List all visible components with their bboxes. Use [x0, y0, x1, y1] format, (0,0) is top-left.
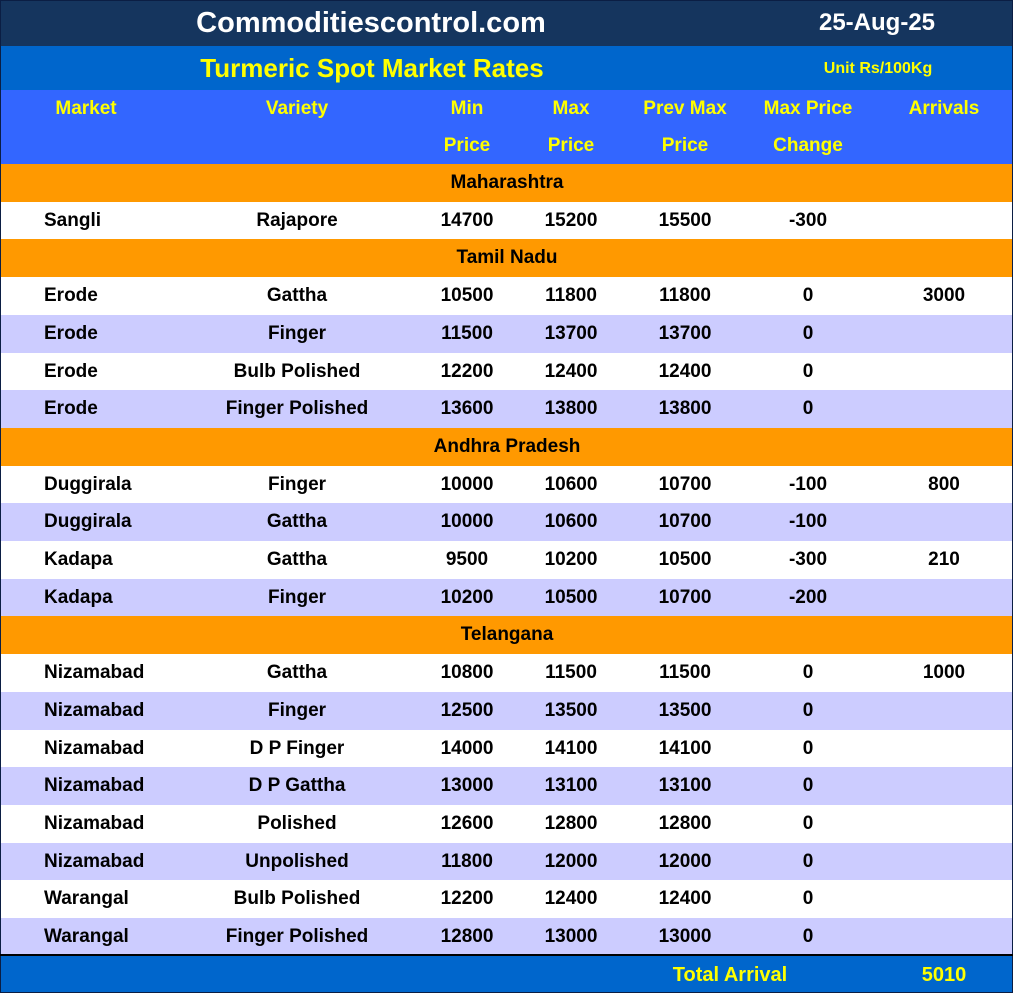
min-price-cell: 10800 — [440, 662, 494, 683]
market-cell: Nizamabad — [44, 851, 145, 872]
prev-max-price-cell: 12400 — [658, 361, 712, 382]
arrivals-cell: 3000 — [922, 285, 966, 306]
max-price-change-cell: 0 — [802, 700, 814, 721]
market-cell: Nizamabad — [44, 738, 145, 759]
max-price-change-cell: -100 — [788, 511, 828, 532]
max-price-change-cell: -200 — [788, 587, 828, 608]
table-row — [0, 805, 1013, 843]
market-cell: Duggirala — [44, 474, 132, 495]
variety-cell: Finger Polished — [225, 926, 369, 947]
min-price-cell: 10000 — [440, 474, 494, 495]
max-price-cell: 12000 — [544, 851, 598, 872]
column-header-min-price-2: Price — [443, 135, 491, 156]
variety-cell: D P Gattha — [248, 775, 346, 796]
variety-cell: Rajapore — [256, 210, 338, 231]
min-price-cell: 11500 — [441, 323, 493, 344]
variety-cell: Gattha — [266, 549, 328, 570]
max-price-cell: 13000 — [544, 926, 598, 947]
column-header-arrivals-1: Arrivals — [908, 98, 980, 119]
table-row — [0, 503, 1013, 541]
table-row — [0, 918, 1013, 956]
arrivals-cell: 800 — [928, 474, 960, 495]
section-row — [0, 428, 1013, 466]
arrivals-cell: 1000 — [922, 662, 966, 683]
variety-cell: Bulb Polished — [233, 361, 361, 382]
max-price-cell: 10500 — [544, 587, 598, 608]
market-cell: Nizamabad — [44, 775, 145, 796]
market-cell: Erode — [44, 285, 98, 306]
section-label: Maharashtra — [450, 172, 564, 193]
max-price-cell: 13700 — [544, 323, 598, 344]
prev-max-price-cell: 13500 — [658, 700, 712, 721]
variety-cell: Finger Polished — [225, 398, 369, 419]
section-row — [0, 239, 1013, 277]
max-price-cell: 11500 — [545, 662, 597, 683]
table-row — [0, 767, 1013, 805]
max-price-cell: 13500 — [544, 700, 598, 721]
market-cell: Sangli — [44, 210, 102, 231]
market-cell: Nizamabad — [44, 813, 145, 834]
min-price-cell: 11800 — [441, 851, 493, 872]
table-row — [0, 353, 1013, 391]
column-header-max-price-1: Max — [552, 98, 590, 119]
max-price-change-cell: 0 — [802, 662, 814, 683]
variety-cell: Polished — [257, 813, 337, 834]
prev-max-price-cell: 12800 — [658, 813, 712, 834]
column-header-prev-max-price-1: Prev Max — [643, 98, 727, 119]
max-price-change-cell: 0 — [802, 398, 814, 419]
max-price-change-cell: -300 — [788, 210, 828, 231]
variety-cell: D P Finger — [249, 738, 345, 759]
column-header-max-price-change-1: Max Price — [763, 98, 853, 119]
table-bottom-rule — [0, 954, 1013, 956]
min-price-cell: 13600 — [440, 398, 494, 419]
prev-max-price-cell: 12000 — [658, 851, 712, 872]
min-price-cell: 12200 — [440, 361, 494, 382]
market-cell: Erode — [44, 398, 98, 419]
table-row — [0, 880, 1013, 918]
market-cell: Warangal — [44, 888, 129, 909]
table-row — [0, 843, 1013, 881]
max-price-change-cell: 0 — [802, 738, 814, 759]
section-label: Andhra Pradesh — [433, 436, 581, 457]
min-price-cell: 10000 — [440, 511, 494, 532]
table-row — [0, 730, 1013, 768]
min-price-cell: 12500 — [440, 700, 494, 721]
min-price-cell: 13000 — [440, 775, 494, 796]
prev-max-price-cell: 14100 — [658, 738, 712, 759]
variety-cell: Finger — [267, 474, 327, 495]
prev-max-price-cell: 10500 — [658, 549, 712, 570]
max-price-cell: 14100 — [544, 738, 598, 759]
section-row — [0, 164, 1013, 202]
max-price-cell: 10600 — [544, 474, 598, 495]
section-label: Telangana — [460, 624, 554, 645]
prev-max-price-cell: 11800 — [659, 285, 711, 306]
arrivals-cell: 210 — [928, 549, 960, 570]
max-price-change-cell: 0 — [802, 775, 814, 796]
variety-cell: Gattha — [266, 662, 328, 683]
min-price-cell: 14700 — [440, 210, 494, 231]
column-header — [0, 90, 1013, 164]
max-price-cell: 10600 — [544, 511, 598, 532]
max-price-cell: 15200 — [544, 210, 598, 231]
column-header-max-price-change-2: Change — [773, 135, 843, 156]
variety-cell: Unpolished — [245, 851, 349, 872]
max-price-change-cell: -300 — [788, 549, 828, 570]
max-price-cell: 13800 — [544, 398, 598, 419]
table-row — [0, 579, 1013, 617]
column-header-min-price-1: Min — [450, 98, 484, 119]
prev-max-price-cell: 13000 — [658, 926, 712, 947]
market-cell: Duggirala — [44, 511, 132, 532]
min-price-cell: 12600 — [440, 813, 494, 834]
min-price-cell: 12200 — [440, 888, 494, 909]
variety-cell: Finger — [267, 587, 327, 608]
market-cell: Nizamabad — [44, 662, 145, 683]
section-label: Tamil Nadu — [456, 247, 558, 268]
variety-cell: Bulb Polished — [233, 888, 361, 909]
prev-max-price-cell: 10700 — [658, 474, 712, 495]
unit-label: Unit Rs/100Kg — [823, 60, 933, 77]
max-price-change-cell: 0 — [802, 285, 814, 306]
max-price-change-cell: 0 — [802, 813, 814, 834]
market-cell: Erode — [44, 323, 98, 344]
min-price-cell: 10200 — [440, 587, 494, 608]
prev-max-price-cell: 12400 — [658, 888, 712, 909]
table-row — [0, 654, 1013, 692]
prev-max-price-cell: 10700 — [658, 511, 712, 532]
market-cell: Nizamabad — [44, 700, 145, 721]
variety-cell: Finger — [267, 700, 327, 721]
max-price-cell: 12800 — [544, 813, 598, 834]
table-row — [0, 466, 1013, 504]
subtitle-bar — [0, 46, 1013, 90]
prev-max-price-cell: 13100 — [658, 775, 712, 796]
max-price-cell: 12400 — [544, 361, 598, 382]
max-price-change-cell: 0 — [802, 323, 814, 344]
total-arrival-label: Total Arrival — [672, 964, 788, 986]
max-price-change-cell: 0 — [802, 888, 814, 909]
variety-cell: Finger — [267, 323, 327, 344]
max-price-change-cell: 0 — [802, 926, 814, 947]
variety-cell: Gattha — [266, 511, 328, 532]
max-price-cell: 11800 — [545, 285, 597, 306]
prev-max-price-cell: 13800 — [658, 398, 712, 419]
market-cell: Erode — [44, 361, 98, 382]
variety-cell: Gattha — [266, 285, 328, 306]
column-header-max-price-2: Price — [547, 135, 595, 156]
footer-bar — [0, 956, 1013, 993]
table-row — [0, 277, 1013, 315]
column-header-variety-1: Variety — [265, 98, 329, 119]
table-row — [0, 390, 1013, 428]
report-title: Turmeric Spot Market Rates — [200, 53, 544, 83]
column-header-market-1: Market — [55, 98, 117, 119]
min-price-cell: 9500 — [445, 549, 489, 570]
site-name: Commoditiescontrol.com — [196, 7, 546, 39]
report-date: 25-Aug-25 — [818, 9, 936, 36]
title-bar — [0, 0, 1013, 46]
total-arrival-value: 5010 — [921, 964, 967, 986]
prev-max-price-cell: 10700 — [658, 587, 712, 608]
prev-max-price-cell: 11500 — [659, 662, 711, 683]
max-price-change-cell: 0 — [802, 851, 814, 872]
section-row — [0, 616, 1013, 654]
market-cell: Warangal — [44, 926, 129, 947]
table-row — [0, 692, 1013, 730]
max-price-cell: 10200 — [544, 549, 598, 570]
column-header-prev-max-price-2: Price — [661, 135, 709, 156]
market-cell: Kadapa — [44, 549, 113, 570]
min-price-cell: 10500 — [440, 285, 494, 306]
table-row — [0, 541, 1013, 579]
table-row — [0, 315, 1013, 353]
prev-max-price-cell: 13700 — [658, 323, 712, 344]
max-price-change-cell: 0 — [802, 361, 814, 382]
table-row — [0, 202, 1013, 240]
max-price-cell: 12400 — [544, 888, 598, 909]
min-price-cell: 12800 — [440, 926, 494, 947]
prev-max-price-cell: 15500 — [658, 210, 712, 231]
market-cell: Kadapa — [44, 587, 113, 608]
max-price-change-cell: -100 — [788, 474, 828, 495]
max-price-cell: 13100 — [544, 775, 598, 796]
min-price-cell: 14000 — [440, 738, 494, 759]
